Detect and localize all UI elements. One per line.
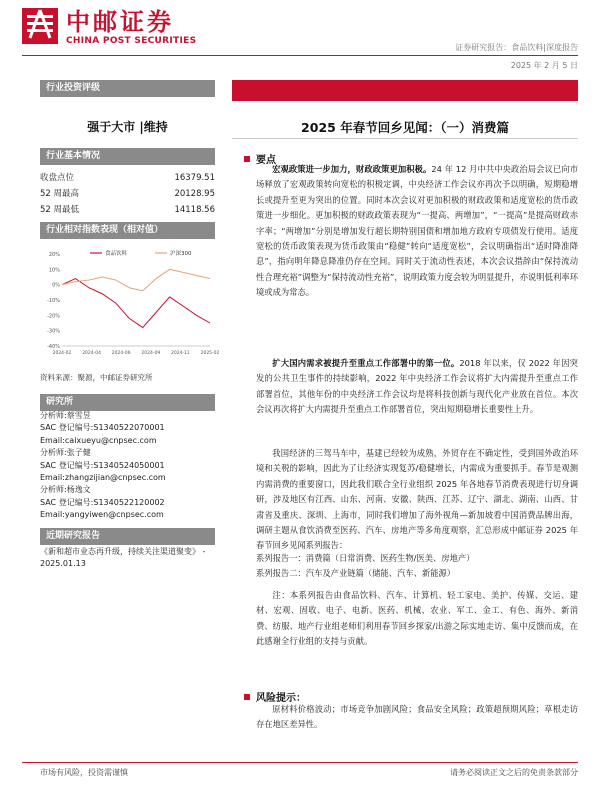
analyst-line: Email:yangyiwen@cnpsec.com (40, 510, 164, 520)
basics-row: 52 周最高 20128.95 (40, 189, 215, 199)
footer-disclaimer: 请务必阅读正文之后的免责条款部分 (450, 768, 578, 777)
title-divider (232, 138, 578, 139)
basics-table (40, 170, 215, 218)
y-tick-label: -40% (47, 344, 60, 350)
y-tick-label: 0% (52, 282, 60, 289)
points-heading: 要点 (244, 148, 276, 167)
report-date: 2025 年 2 月 5 日 (510, 61, 578, 70)
basics-row: 52 周最低 14118.56 (40, 205, 215, 215)
series-line (62, 269, 210, 290)
analyst-line: 分析师:张子健 (40, 448, 91, 458)
title-banner (232, 80, 578, 101)
y-tick-label: -30% (47, 328, 60, 335)
recent-report-link[interactable]: 《新和超市业态再升级，持续关注渠道聚变》 - 2025.01.13 (40, 547, 206, 568)
x-tick-label: 2024-06 (111, 351, 131, 356)
y-tick-label: 10% (48, 267, 60, 274)
paragraph-macro: 宏观政策进一步加力，财政政策更加积极。24 年 12 月中共中央政治局会议已向市场释放了宏观政策转向宽松的积极定调，中央经济工作会议亦再次予以明确，短期稳增长或提升至更为突出的位置。同时本次会议对更加积极的财政政策和适度宽松的货币政策进一步细化。更加积极的财政政策表现为“一提高、两增加”，“一提高”是提高财政赤字率；“两增加”分别是增加发行超长期特别国债和增加地方政府专项债发行使用。适度宽松的货币政策表现为货币政策由“稳健”转向“适度宽松”，会议明确指出“适时降准降息”，指向明年降息降准仍存在空间。同时关于流动性表述，本次会议措辞由“保持流动性合理充裕”调整为“保持流动性充裕”，说明政策力度会较为明显提升，亦说明低利率环境或成为常态。 (256, 164, 578, 298)
analyst-line: Email:zhangzijian@cnpsec.com (40, 473, 166, 483)
industry-rating: 强于大市 |维持 (87, 120, 168, 134)
analyst-line: SAC 登记编号:S1340524050001 (40, 460, 165, 470)
footer-risk-note: 市场有风险，投资需谨慎 (40, 768, 128, 777)
chart-heading: 行业相对指数表现（相对值） (40, 222, 215, 239)
basics-row: 收盘点位 16379.51 (40, 173, 215, 183)
analyst-heading: 研究所 (40, 394, 215, 411)
series-report-2: 系列报告二：汽车及产业链篇（储能、汽车、新能源） (256, 568, 456, 578)
y-tick-label: -20% (47, 313, 60, 320)
y-tick-label: 20% (48, 252, 60, 258)
bullet-icon (244, 694, 250, 700)
legend-label: 沪深300 (170, 251, 192, 257)
header-divider (22, 55, 578, 56)
rating-heading: 行业投资评级 (40, 80, 215, 97)
analyst-list (40, 410, 215, 522)
analyst-line: 分析师:蔡雪昱 (40, 411, 91, 420)
acknowledgement-note: 注：本系列报告由食品饮料、汽车、计算机、轻工家电、美护、传媒、交运、建材、宏观、固收、电子、电新、医药、机械、农业、军工、金工、有色、海外、新消费、纺服、地产行业组老师们利用春节回乡探家/出游之际实地走访、集中反馈而成，在此感谢全行业组的支持与贡献。 (256, 590, 578, 647)
x-tick-label: 2024-09 (141, 351, 161, 356)
x-tick-label: 2024-11 (170, 351, 190, 356)
brand-name-en: CHINA POST SECURITIES (66, 36, 197, 46)
analyst-line: 分析师:杨逸文 (40, 485, 91, 495)
brand-name-cn: 中邮证券 (66, 8, 174, 36)
legend-label: 食品饮料 (105, 251, 128, 257)
report-type: 证券研究报告：食品饮料|深度报告 (455, 43, 578, 52)
bullet-icon (244, 156, 250, 162)
risk-text: 原材料价格波动；市场竞争加剧风险；食品安全风险；政策超预期风险；草根走访存在地区差异性。 (256, 704, 578, 730)
x-tick-label: 2025-02 (200, 351, 220, 356)
series-line (62, 279, 210, 328)
paragraph-survey: 我国经济的三驾马车中，基建已经较为成熟，外贸存在不确定性，受到国外政治环境和关税的影响，因此为了让经济实现复苏/稳健增长，内需成为重要抓手。春节是观测内需消费的重要窗口，因此我们联合全行业组织 2025 年各地春节消费表现进行切身调研，涉及地区有江西、山东、河南、安徽、陕西、江苏、辽宁、湖北、湖南、山西、甘肃省及重庆、深圳、上海市，同时我们增加了海外视角—新加坡看中国消费品牌出海，调研主题从食饮消费至医药、汽车、房地产等多角度观察，汇总形成中邮证券 2025 年春节回乡见闻系列报告： (256, 448, 578, 551)
basics-heading: 行业基本情况 (40, 148, 215, 165)
china-post-logo-icon (22, 8, 58, 44)
chart-source: 资料来源：聚源，中邮证券研究所 (40, 373, 153, 382)
report-title: 2025 年春节回乡见闻：（一）消费篇 (301, 120, 509, 135)
footer-divider (22, 762, 578, 763)
x-tick-label: 2024-02 (52, 351, 72, 356)
relative-index-chart (40, 246, 220, 360)
analyst-line: SAC 登记编号:S1340522070001 (40, 423, 165, 433)
paragraph-demand: 扩大国内需求被提升至重点工作部署中的第一位。2018 年以来，仅 2022 年因突发的公共卫生事件的持续影响，2022 年中央经济工作会议将扩大内需提升至重点工作部署首位，其他年份的中央经济工作会议均是将科技创新与现代化产业放在首位。本次会议再次将扩大内需提升至重点工作部署首位，突出短期稳增长重要性上升。 (256, 358, 578, 415)
y-tick-label: -10% (47, 298, 60, 304)
series-report-1: 系列报告一：消费篇（日常消费、医药生物/医美、房地产） (256, 553, 475, 563)
analyst-line: SAC 登记编号:S1340522120002 (40, 497, 165, 507)
risk-heading: 风险提示： (244, 686, 306, 705)
analyst-line: Email:caixueyu@cnpsec.com (40, 435, 157, 445)
recent-heading: 近期研究报告 (40, 528, 215, 545)
x-tick-label: 2024-04 (82, 351, 102, 356)
